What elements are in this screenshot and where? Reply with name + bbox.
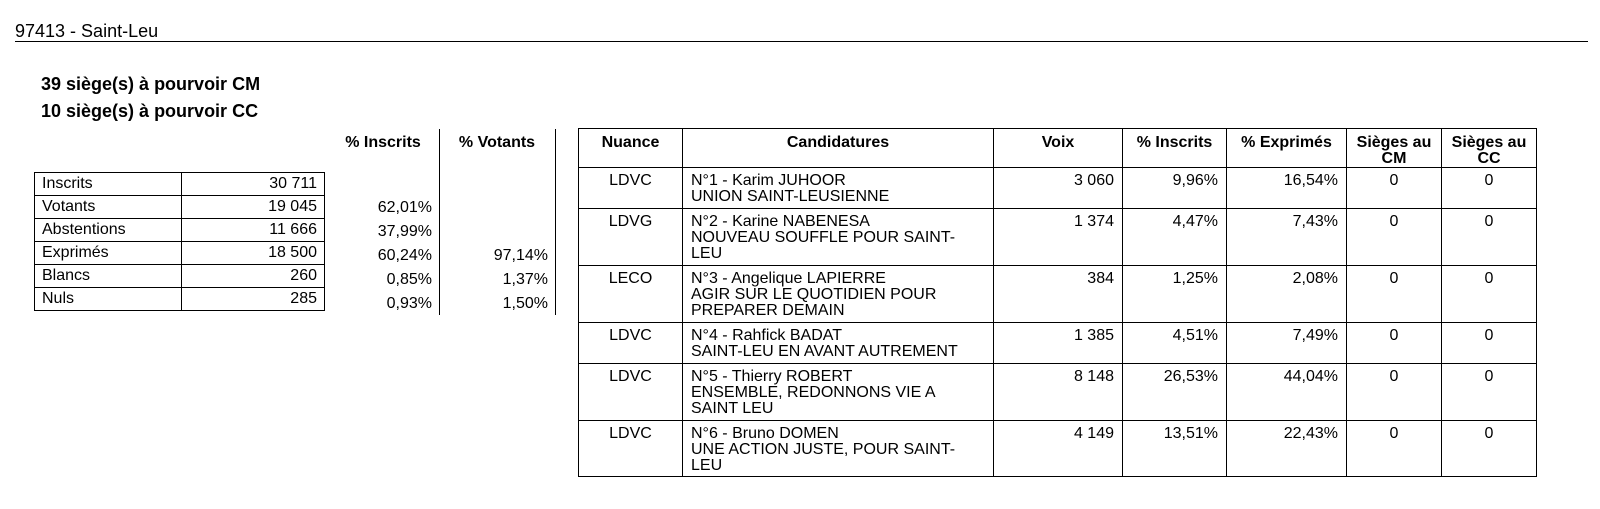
candidate-name: N°5 - Thierry ROBERT [691, 368, 853, 385]
candidate-sieges-cm: 0 [1347, 168, 1442, 209]
candidate-pct-inscrits: 26,53% [1123, 364, 1227, 421]
candidate-pct-exprimes: 7,43% [1227, 209, 1347, 266]
header-pct-inscrits: % Inscrits [1123, 129, 1227, 168]
candidate-row [579, 266, 1537, 323]
stats-pct-votants: 1,50% [502, 295, 548, 312]
candidate-voix: 1 385 [994, 323, 1123, 364]
stats-label: Blancs [35, 265, 182, 288]
candidates-header-row [579, 129, 1537, 168]
stats-row [35, 288, 325, 311]
candidate-nuance: LDVC [579, 168, 683, 209]
stats-label: Inscrits [35, 173, 182, 196]
candidate-sieges-cc: 0 [1442, 323, 1537, 364]
candidates-table [578, 128, 1537, 477]
stats-value: 19 045 [182, 196, 325, 219]
stats-label: Exprimés [35, 242, 182, 265]
candidate-sieges-cm: 0 [1347, 266, 1442, 323]
candidate-candidature [683, 364, 994, 421]
candidate-row [579, 323, 1537, 364]
candidate-pct-exprimes: 44,04% [1227, 364, 1347, 421]
candidate-pct-inscrits: 1,25% [1123, 266, 1227, 323]
stats-value: 18 500 [182, 242, 325, 265]
stats-label: Votants [35, 196, 182, 219]
candidate-nuance: LDVC [579, 364, 683, 421]
stats-row [35, 173, 325, 196]
stats-row [35, 265, 325, 288]
candidate-nuance: LECO [579, 266, 683, 323]
candidate-name: N°1 - Karim JUHOOR [691, 172, 846, 189]
stats-label: Abstentions [35, 219, 182, 242]
candidate-sieges-cm: 0 [1347, 364, 1442, 421]
stats-value: 30 711 [182, 173, 325, 196]
candidate-candidature [683, 323, 994, 364]
seats-cc-label: 10 siège(s) à pourvoir CC [41, 101, 259, 121]
candidate-sieges-cc: 0 [1442, 364, 1537, 421]
candidate-row [579, 364, 1537, 421]
candidate-nuance: LDVC [579, 323, 683, 364]
page-title: 97413 - Saint-Leu [15, 21, 159, 41]
candidate-sieges-cc: 0 [1442, 168, 1537, 209]
stats-pct-inscrits: 62,01% [377, 199, 432, 216]
candidate-list-name: NOUVEAU SOUFFLE POUR SAINT-LEU [691, 229, 956, 262]
candidate-sieges-cc: 0 [1442, 209, 1537, 266]
stats-value: 11 666 [182, 219, 325, 242]
stats-label: Nuls [35, 288, 182, 311]
header-sieges-cc: Sièges au CC [1442, 129, 1537, 168]
stats-value: 285 [182, 288, 325, 311]
candidate-name: N°4 - Rahfick BADAT [691, 327, 843, 344]
candidate-pct-exprimes: 7,49% [1227, 323, 1347, 364]
title-divider [15, 41, 1588, 42]
candidate-pct-inscrits: 4,51% [1123, 323, 1227, 364]
candidate-voix: 3 060 [994, 168, 1123, 209]
header-pct-exprimes: % Exprimés [1227, 129, 1347, 168]
stats-pct-inscrits: 0,93% [386, 295, 432, 312]
stats-pct-inscrits: 60,24% [377, 247, 432, 264]
candidate-row [579, 168, 1537, 209]
candidate-list-name: SAINT-LEU EN AVANT AUTREMENT [691, 343, 958, 360]
stats-table [34, 172, 325, 311]
candidate-sieges-cm: 0 [1347, 323, 1442, 364]
stats-row [35, 219, 325, 242]
candidate-sieges-cm: 0 [1347, 421, 1442, 477]
stats-header-pct-votants: % Votants [458, 134, 536, 151]
candidate-pct-exprimes: 16,54% [1227, 168, 1347, 209]
stats-row [35, 196, 325, 219]
stats-pct-inscrits: 37,99% [377, 223, 432, 240]
candidate-nuance: LDVC [579, 421, 683, 477]
candidate-voix: 8 148 [994, 364, 1123, 421]
seats-cm-label: 39 siège(s) à pourvoir CM [41, 74, 261, 94]
candidate-pct-inscrits: 4,47% [1123, 209, 1227, 266]
candidate-name: N°2 - Karine NABENESA [691, 213, 870, 230]
candidate-sieges-cc: 0 [1442, 266, 1537, 323]
stats-pct-votants: 1,37% [502, 271, 548, 288]
header-candidatures: Candidatures [683, 129, 994, 168]
stats-value: 260 [182, 265, 325, 288]
stats-column-divider [555, 129, 556, 315]
candidate-row [579, 421, 1537, 477]
header-nuance: Nuance [579, 129, 683, 168]
candidate-name: N°6 - Bruno DOMEN [691, 425, 839, 442]
stats-column-divider [439, 129, 440, 315]
candidate-row [579, 209, 1537, 266]
candidate-candidature [683, 168, 994, 209]
candidate-candidature [683, 421, 994, 477]
candidate-candidature [683, 209, 994, 266]
candidate-list-name: UNE ACTION JUSTE, POUR SAINT-LEU [691, 441, 956, 474]
candidate-pct-exprimes: 22,43% [1227, 421, 1347, 477]
candidate-sieges-cm: 0 [1347, 209, 1442, 266]
candidate-candidature [683, 266, 994, 323]
candidate-sieges-cc: 0 [1442, 421, 1537, 477]
stats-row [35, 242, 325, 265]
candidate-pct-inscrits: 13,51% [1123, 421, 1227, 477]
candidate-list-name: AGIR SUR LE QUOTIDIEN POUR PREPARER DEMAIN [691, 286, 937, 319]
stats-pct-votants: 97,14% [493, 247, 548, 264]
candidate-voix: 384 [994, 266, 1123, 323]
header-sieges-cm: Sièges au CM [1347, 129, 1442, 168]
candidate-pct-inscrits: 9,96% [1123, 168, 1227, 209]
stats-pct-inscrits: 0,85% [386, 271, 432, 288]
candidate-nuance: LDVG [579, 209, 683, 266]
stats-header-pct-inscrits: % Inscrits [345, 134, 421, 151]
candidate-voix: 1 374 [994, 209, 1123, 266]
candidate-voix: 4 149 [994, 421, 1123, 477]
candidate-name: N°3 - Angelique LAPIERRE [691, 270, 886, 287]
header-voix: Voix [994, 129, 1123, 168]
candidate-pct-exprimes: 2,08% [1227, 266, 1347, 323]
candidate-list-name: ENSEMBLE, REDONNONS VIE A SAINT LEU [691, 384, 935, 417]
candidate-list-name: UNION SAINT-LEUSIENNE [691, 188, 890, 205]
